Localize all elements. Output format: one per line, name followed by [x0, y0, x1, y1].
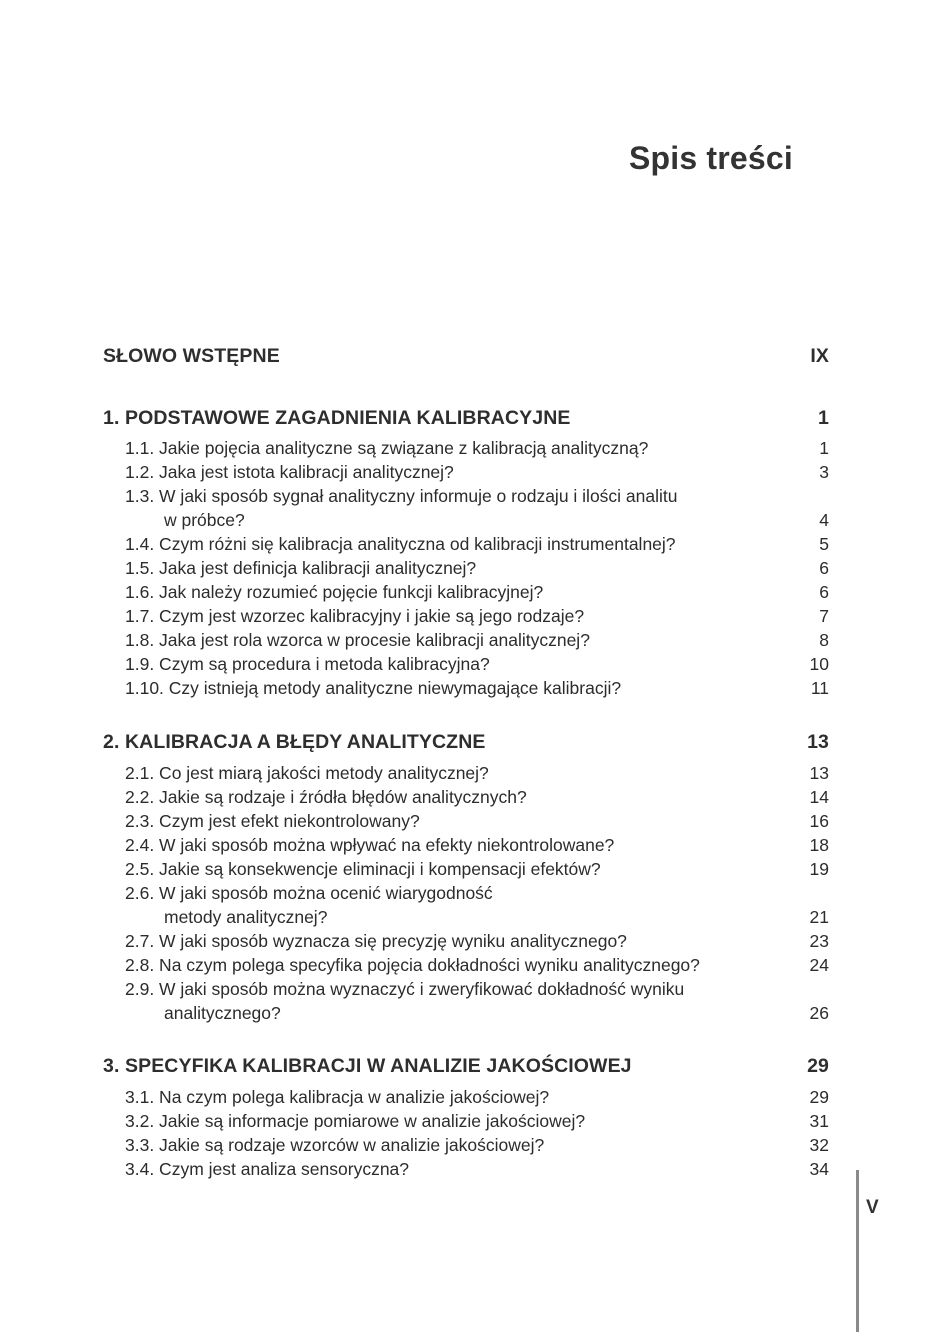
toc-item — [103, 436, 829, 460]
toc-chapter-page: 13 — [807, 731, 829, 753]
toc-item — [103, 460, 829, 484]
toc-item-page: 26 — [809, 1003, 829, 1023]
toc-item — [103, 761, 829, 785]
toc-item-page: 6 — [819, 582, 829, 602]
toc-item-label: 2.7. W jaki sposób wyznacza się precyzję wyniku analitycznego? — [125, 931, 627, 951]
toc-item-label: 2.8. Na czym polega specyfika pojęcia dokładności wyniku analitycznego? — [125, 955, 700, 975]
toc-item-label: 1.3. W jaki sposób sygnał analityczny informuje o rodzaju i ilości analitu — [125, 486, 678, 506]
toc-item-page: 11 — [810, 678, 829, 698]
toc-item-page: 32 — [809, 1135, 829, 1155]
toc-item-label: 2.1. Co jest miarą jakości metody analitycznej? — [125, 763, 489, 783]
toc-item-page: 8 — [819, 630, 829, 650]
toc-item-page: 4 — [819, 510, 829, 530]
toc-entry-page: IX — [810, 345, 829, 367]
toc-item-continuation: analitycznego? — [164, 1003, 281, 1023]
toc-item-label: 2.5. Jakie są konsekwencje eliminacji i kompensacji efektów? — [125, 859, 601, 879]
toc-item — [103, 676, 829, 700]
toc-chapter-label: 2. KALIBRACJA A BŁĘDY ANALITYCZNE — [103, 731, 486, 753]
toc-item-label: 1.8. Jaka jest rola wzorca w procesie kalibracji analitycznej? — [125, 630, 590, 650]
toc-item — [103, 857, 829, 881]
toc-item-label: 3.1. Na czym polega kalibracja w analizie jakościowej? — [125, 1087, 550, 1107]
toc-item-label: 2.9. W jaki sposób można wyznaczyć i zweryfikować dokładność wyniku — [125, 979, 685, 999]
toc-item-label: 3.4. Czym jest analiza sensoryczna? — [125, 1159, 410, 1179]
toc-item-continuation: metody analitycznej? — [164, 907, 328, 927]
toc-item — [103, 905, 829, 929]
toc-item — [103, 1109, 829, 1133]
toc-item-page: 29 — [809, 1087, 829, 1107]
toc-item-page: 13 — [809, 763, 829, 783]
toc-item — [103, 833, 829, 857]
toc-item — [103, 604, 829, 628]
toc-item-page: 21 — [809, 907, 829, 927]
toc-item — [103, 785, 829, 809]
toc-item-label: 1.5. Jaka jest definicja kalibracji analitycznej? — [125, 558, 477, 578]
toc-item-label: 2.2. Jakie są rodzaje i źródła błędów analitycznych? — [125, 787, 527, 807]
toc-item-label: 1.9. Czym są procedura i metoda kalibracyjna? — [125, 654, 490, 674]
toc-item-label: 1.10. Czy istnieją metody analityczne niewymagające kalibracji? — [125, 678, 622, 698]
toc-item-page: 31 — [809, 1111, 829, 1131]
toc-item — [103, 484, 829, 508]
toc-item — [103, 881, 829, 905]
toc-item-label: 1.2. Jaka jest istota kalibracji analitycznej? — [125, 462, 454, 482]
toc-chapter-label: 3. SPECYFIKA KALIBRACJI W ANALIZIE JAKOŚCIOWEJ — [103, 1055, 632, 1077]
toc-item-label: 3.3. Jakie są rodzaje wzorców w analizie jakościowej? — [125, 1135, 545, 1155]
toc-item — [103, 1157, 829, 1181]
toc-item-label: 2.4. W jaki sposób można wpływać na efekty niekontrolowane? — [125, 835, 615, 855]
toc-item-page: 6 — [819, 558, 829, 578]
toc-item-label: 2.3. Czym jest efekt niekontrolowany? — [125, 811, 420, 831]
toc-item — [103, 532, 829, 556]
toc-chapter-1 — [103, 406, 829, 430]
toc-chapter-label: 1. PODSTAWOWE ZAGADNIENIA KALIBRACYJNE — [103, 407, 571, 429]
toc-chapter-3 — [103, 1054, 829, 1078]
toc-item-page: 3 — [819, 462, 829, 482]
toc-item — [103, 929, 829, 953]
page-number: V — [866, 1197, 879, 1218]
page-title: Spis treści — [628, 140, 793, 176]
toc-item-label: 3.2. Jakie są informacje pomiarowe w analizie jakościowej? — [125, 1111, 586, 1131]
toc-chapter-page: 29 — [807, 1055, 829, 1077]
toc-item-page: 10 — [809, 654, 829, 674]
toc-item-page: 5 — [819, 534, 829, 554]
toc-item — [103, 628, 829, 652]
toc-item — [103, 556, 829, 580]
toc-item-page: 24 — [809, 955, 829, 975]
toc-item — [103, 580, 829, 604]
toc-chapter-2 — [103, 730, 829, 754]
toc-item — [103, 977, 829, 1001]
toc-item-label: 1.6. Jak należy rozumieć pojęcie funkcji kalibracyjnej? — [125, 582, 544, 602]
toc-chapter-page: 1 — [818, 407, 829, 429]
toc-item-page: 14 — [809, 787, 829, 807]
toc-item-page: 23 — [809, 931, 829, 951]
toc-item-page: 19 — [809, 859, 829, 879]
toc-item-label: 2.6. W jaki sposób można ocenić wiarygodność — [125, 883, 493, 903]
page-edge-rule — [856, 1170, 859, 1332]
toc-item — [103, 1001, 829, 1025]
toc-item-label: 1.1. Jakie pojęcia analityczne są związane z kalibracją analityczną? — [125, 438, 649, 458]
toc-item-label: 1.7. Czym jest wzorzec kalibracyjny i jakie są jego rodzaje? — [125, 606, 585, 626]
toc-item-label: 1.4. Czym różni się kalibracja analityczna od kalibracji instrumentalnej? — [125, 534, 676, 554]
toc-item-page: 7 — [819, 606, 829, 626]
toc-item — [103, 508, 829, 532]
toc-item — [103, 953, 829, 977]
toc-item-page: 34 — [809, 1159, 829, 1179]
toc-item — [103, 809, 829, 833]
toc-item — [103, 1085, 829, 1109]
toc-item-page: 1 — [819, 438, 829, 458]
toc-item — [103, 1133, 829, 1157]
toc-item-page: 16 — [809, 811, 829, 831]
toc-entry-label: SŁOWO WSTĘPNE — [103, 345, 280, 367]
toc-item-continuation: w próbce? — [164, 510, 245, 530]
toc-item — [103, 652, 829, 676]
toc-item-page: 18 — [809, 835, 829, 855]
toc-preface — [103, 344, 829, 368]
